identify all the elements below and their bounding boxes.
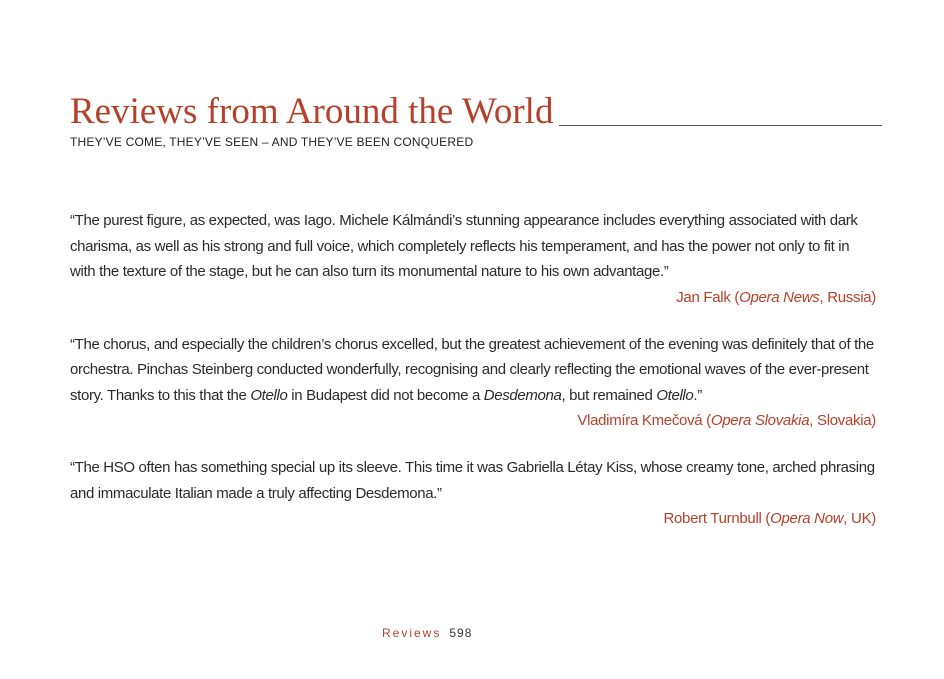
page-footer (382, 626, 472, 640)
quote-text: , but remained (561, 386, 657, 404)
review-quote (70, 332, 876, 409)
reviews-list (70, 208, 876, 553)
review-item (70, 455, 876, 531)
review-publication: Opera Now (770, 510, 844, 527)
review-attribution: Robert Turnbull (Opera Now, UK) (663, 510, 876, 527)
page-title: Reviews from Around the World (70, 91, 554, 132)
quote-text: .” (693, 386, 702, 404)
review-author: Robert Turnbull (663, 510, 762, 527)
review-country: UK (851, 510, 872, 527)
quote-text: in Budapest did not become a (287, 386, 484, 404)
review-publication: Opera Slovakia (710, 412, 810, 429)
review-country: Slovakia (817, 412, 872, 429)
review-author: Vladimíra Kmečová (577, 412, 703, 429)
page-header (70, 92, 882, 149)
quote-italic: Otello (656, 386, 694, 404)
review-item (70, 332, 876, 434)
quote-italic: Desdemona (483, 386, 562, 404)
page-number: 598 (449, 626, 473, 640)
review-attribution: Jan Falk (Opera News, Russia) (676, 288, 876, 306)
review-publication: Opera News (739, 288, 820, 306)
review-author: Jan Falk (676, 288, 731, 306)
page-subtitle: THEY’VE COME, THEY’VE SEEN – AND THEY’VE BEEN CONQUERED (70, 135, 474, 149)
review-item (70, 208, 876, 310)
title-rule (559, 125, 882, 126)
review-country: Russia (827, 288, 872, 306)
quote-italic: Otello (250, 386, 288, 404)
review-attribution: Vladimíra Kmečová (Opera Slovakia, Slovakia) (577, 412, 876, 429)
quote-text: “The chorus, and especially the children’s chorus excelled, but the greatest achievement of the evening was definitely that of the orchestra. Pinchas Steinberg conducted wonderfully, recognising and clearly reflecting the emotional waves of the ever-present story. Thanks to this that the (70, 335, 874, 404)
title-row (70, 92, 882, 132)
footer-section: Reviews (382, 626, 442, 640)
review-quote: “The purest figure, as expected, was Iago. Michele Kálmándi’s stunning appearance includes everything associated with dark charisma, as well as his strong and full voice, which completely reflects his temperament, and has the power not only to fit in with the texture of the stage, but he can also turn its monumental nature to his own advantage.” (70, 212, 858, 280)
review-quote: “The HSO often has something special up its sleeve. This time it was Gabriella Létay Kiss, whose creamy tone, arched phrasing and immaculate Italian made a truly affecting Desdemona.” (70, 459, 875, 502)
